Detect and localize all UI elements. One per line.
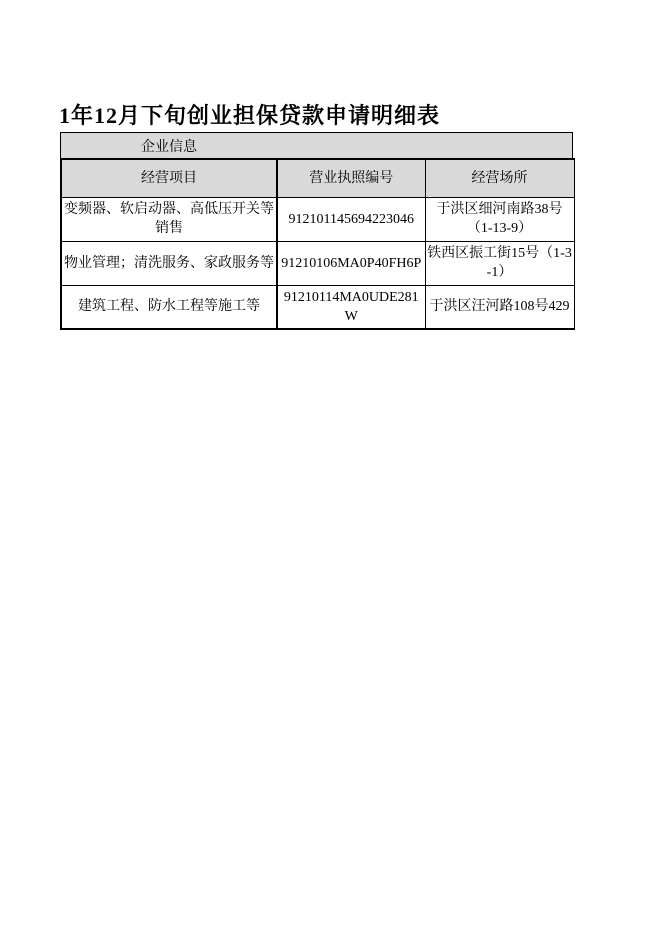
cell-place: 铁西区振工街15号（1-3-1） [425,241,574,285]
cell-project: 建筑工程、防水工程等施工等 [61,285,277,329]
column-header-place: 经营场所 [425,159,574,197]
page-title: 1年12月下旬创业担保贷款申请明细表 [59,102,441,128]
cell-project: 变频器、软启动器、高低压开关等销售 [61,197,277,241]
table-row [61,285,574,329]
enterprise-info-table [60,158,575,330]
table-row [61,241,574,285]
cell-license: 91210114MA0UDE281W [277,285,425,329]
table-group-header: 企业信息 [141,139,197,155]
table-row [61,197,574,241]
loan-application-table [60,132,573,330]
cell-license: 91210106MA0P40FH6P [277,241,425,285]
cell-place: 于洪区细河南路38号（1-13-9） [425,197,574,241]
cell-license: 912101145694223046 [277,197,425,241]
column-header-license: 营业执照编号 [277,159,425,197]
column-header-project: 经营项目 [61,159,277,197]
table-group-header-row [60,132,573,158]
cell-place: 于洪区汪河路108号429 [425,285,574,329]
cell-project: 物业管理；清洗服务、家政服务等 [61,241,277,285]
table-header-row [61,159,574,197]
